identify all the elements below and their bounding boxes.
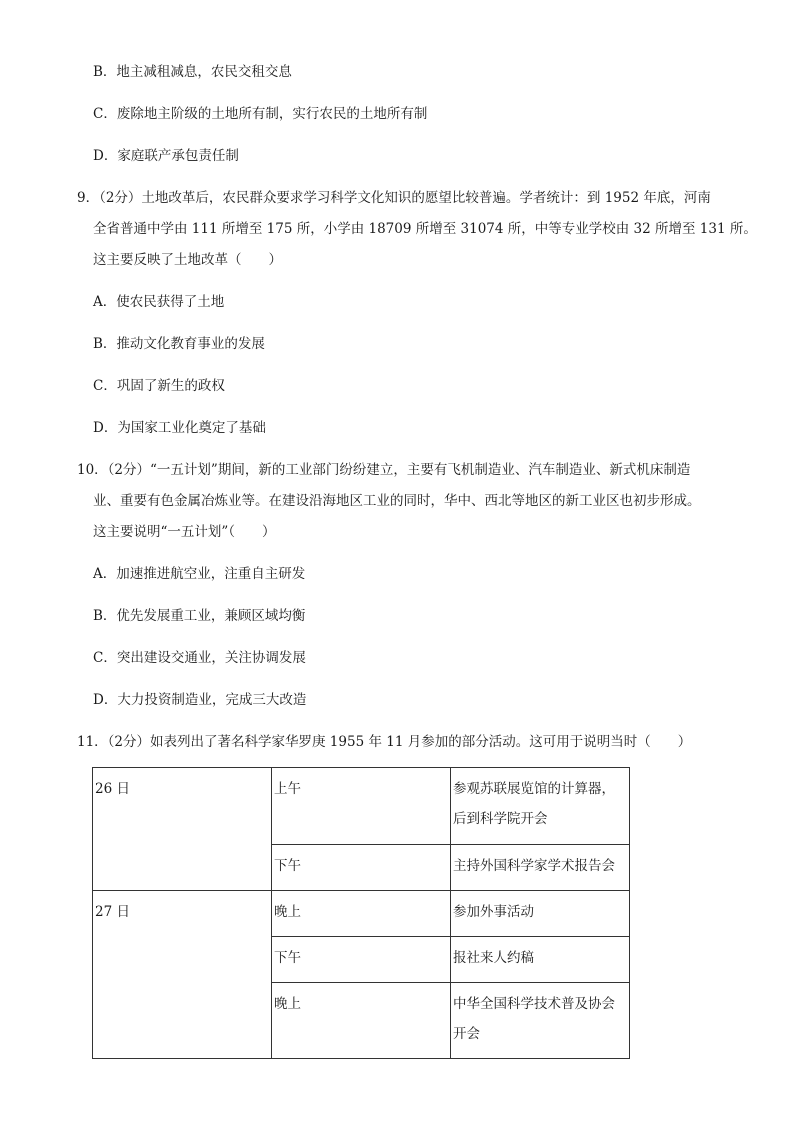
activity-line: 后到科学院开会 (453, 811, 548, 827)
activity-line: 中华全国科学技术普及协会 (453, 996, 615, 1012)
q11-stem: 11．（2分）如表列出了著名科学家华罗庚 1955 年 11 月参加的部分活动。这可用于说明当时（ ） (77, 734, 692, 750)
activity-line: 参观苏联展览馆的计算器， (453, 781, 615, 797)
q10-stem-line-3: 这主要说明“一五计划”（ ） (93, 524, 276, 540)
q9-option-c: C．巩固了新生的政权 (93, 378, 225, 394)
q8-option-b: B．地主减租减息，农民交租交息 (93, 64, 292, 80)
table-row (93, 768, 630, 845)
table-row (93, 891, 630, 937)
table-cell-activity (451, 768, 630, 845)
q10-option-d: D．大力投资制造业，完成三大改造 (93, 692, 307, 708)
table-cell-time: 晚上 (272, 983, 451, 1059)
table-cell-activity: 主持外国科学家学术报告会 (451, 845, 630, 891)
table-cell-activity: 报社来人约稿 (451, 937, 630, 983)
q10-option-c: C．突出建设交通业，关注协调发展 (93, 650, 306, 666)
q10-option-a: A．加速推进航空业，注重自主研发 (93, 566, 306, 582)
table-cell-day: 27 日 (93, 891, 272, 1059)
table-cell-time: 下午 (272, 937, 451, 983)
q8-option-d: D．家庭联产承包责任制 (93, 148, 239, 164)
table-cell-day: 26 日 (93, 768, 272, 891)
q10-option-b: B．优先发展重工业，兼顾区域均衡 (93, 608, 306, 624)
activity-table (92, 767, 630, 1059)
q9-stem-line-1: 9．（2分）土地改革后，农民群众要求学习科学文化知识的愿望比较普遍。学者统计：到 1952 年底，河南 (77, 190, 711, 206)
q8-option-c: C．废除地主阶级的土地所有制，实行农民的土地所有制 (93, 106, 428, 122)
q9-stem-line-2: 全省普通中学由 111 所增至 175 所，小学由 18709 所增至 31074 所，中等专业学校由 32 所增至 131 所。 (93, 221, 757, 237)
table-cell-activity: 参加外事活动 (451, 891, 630, 937)
table-cell-time: 上午 (272, 768, 451, 845)
q9-option-b: B．推动文化教育事业的发展 (93, 336, 265, 352)
table-cell-time: 下午 (272, 845, 451, 891)
q9-option-d: D．为国家工业化奠定了基础 (93, 420, 266, 436)
activity-line: 开会 (453, 1026, 480, 1042)
q10-stem-line-2: 业、重要有色金属冶炼业等。在建设沿海地区工业的同时，华中、西北等地区的新工业区也初步形成。 (93, 493, 701, 509)
q10-stem-line-1: 10．（2分）“一五计划”期间，新的工业部门纷纷建立，主要有飞机制造业、汽车制造业、新式机床制造 (77, 462, 691, 478)
table-cell-activity (451, 983, 630, 1059)
table-cell-time: 晚上 (272, 891, 451, 937)
q9-option-a: A．使农民获得了土地 (93, 294, 225, 310)
q9-stem-line-3: 这主要反映了土地改革（ ） (93, 252, 282, 268)
